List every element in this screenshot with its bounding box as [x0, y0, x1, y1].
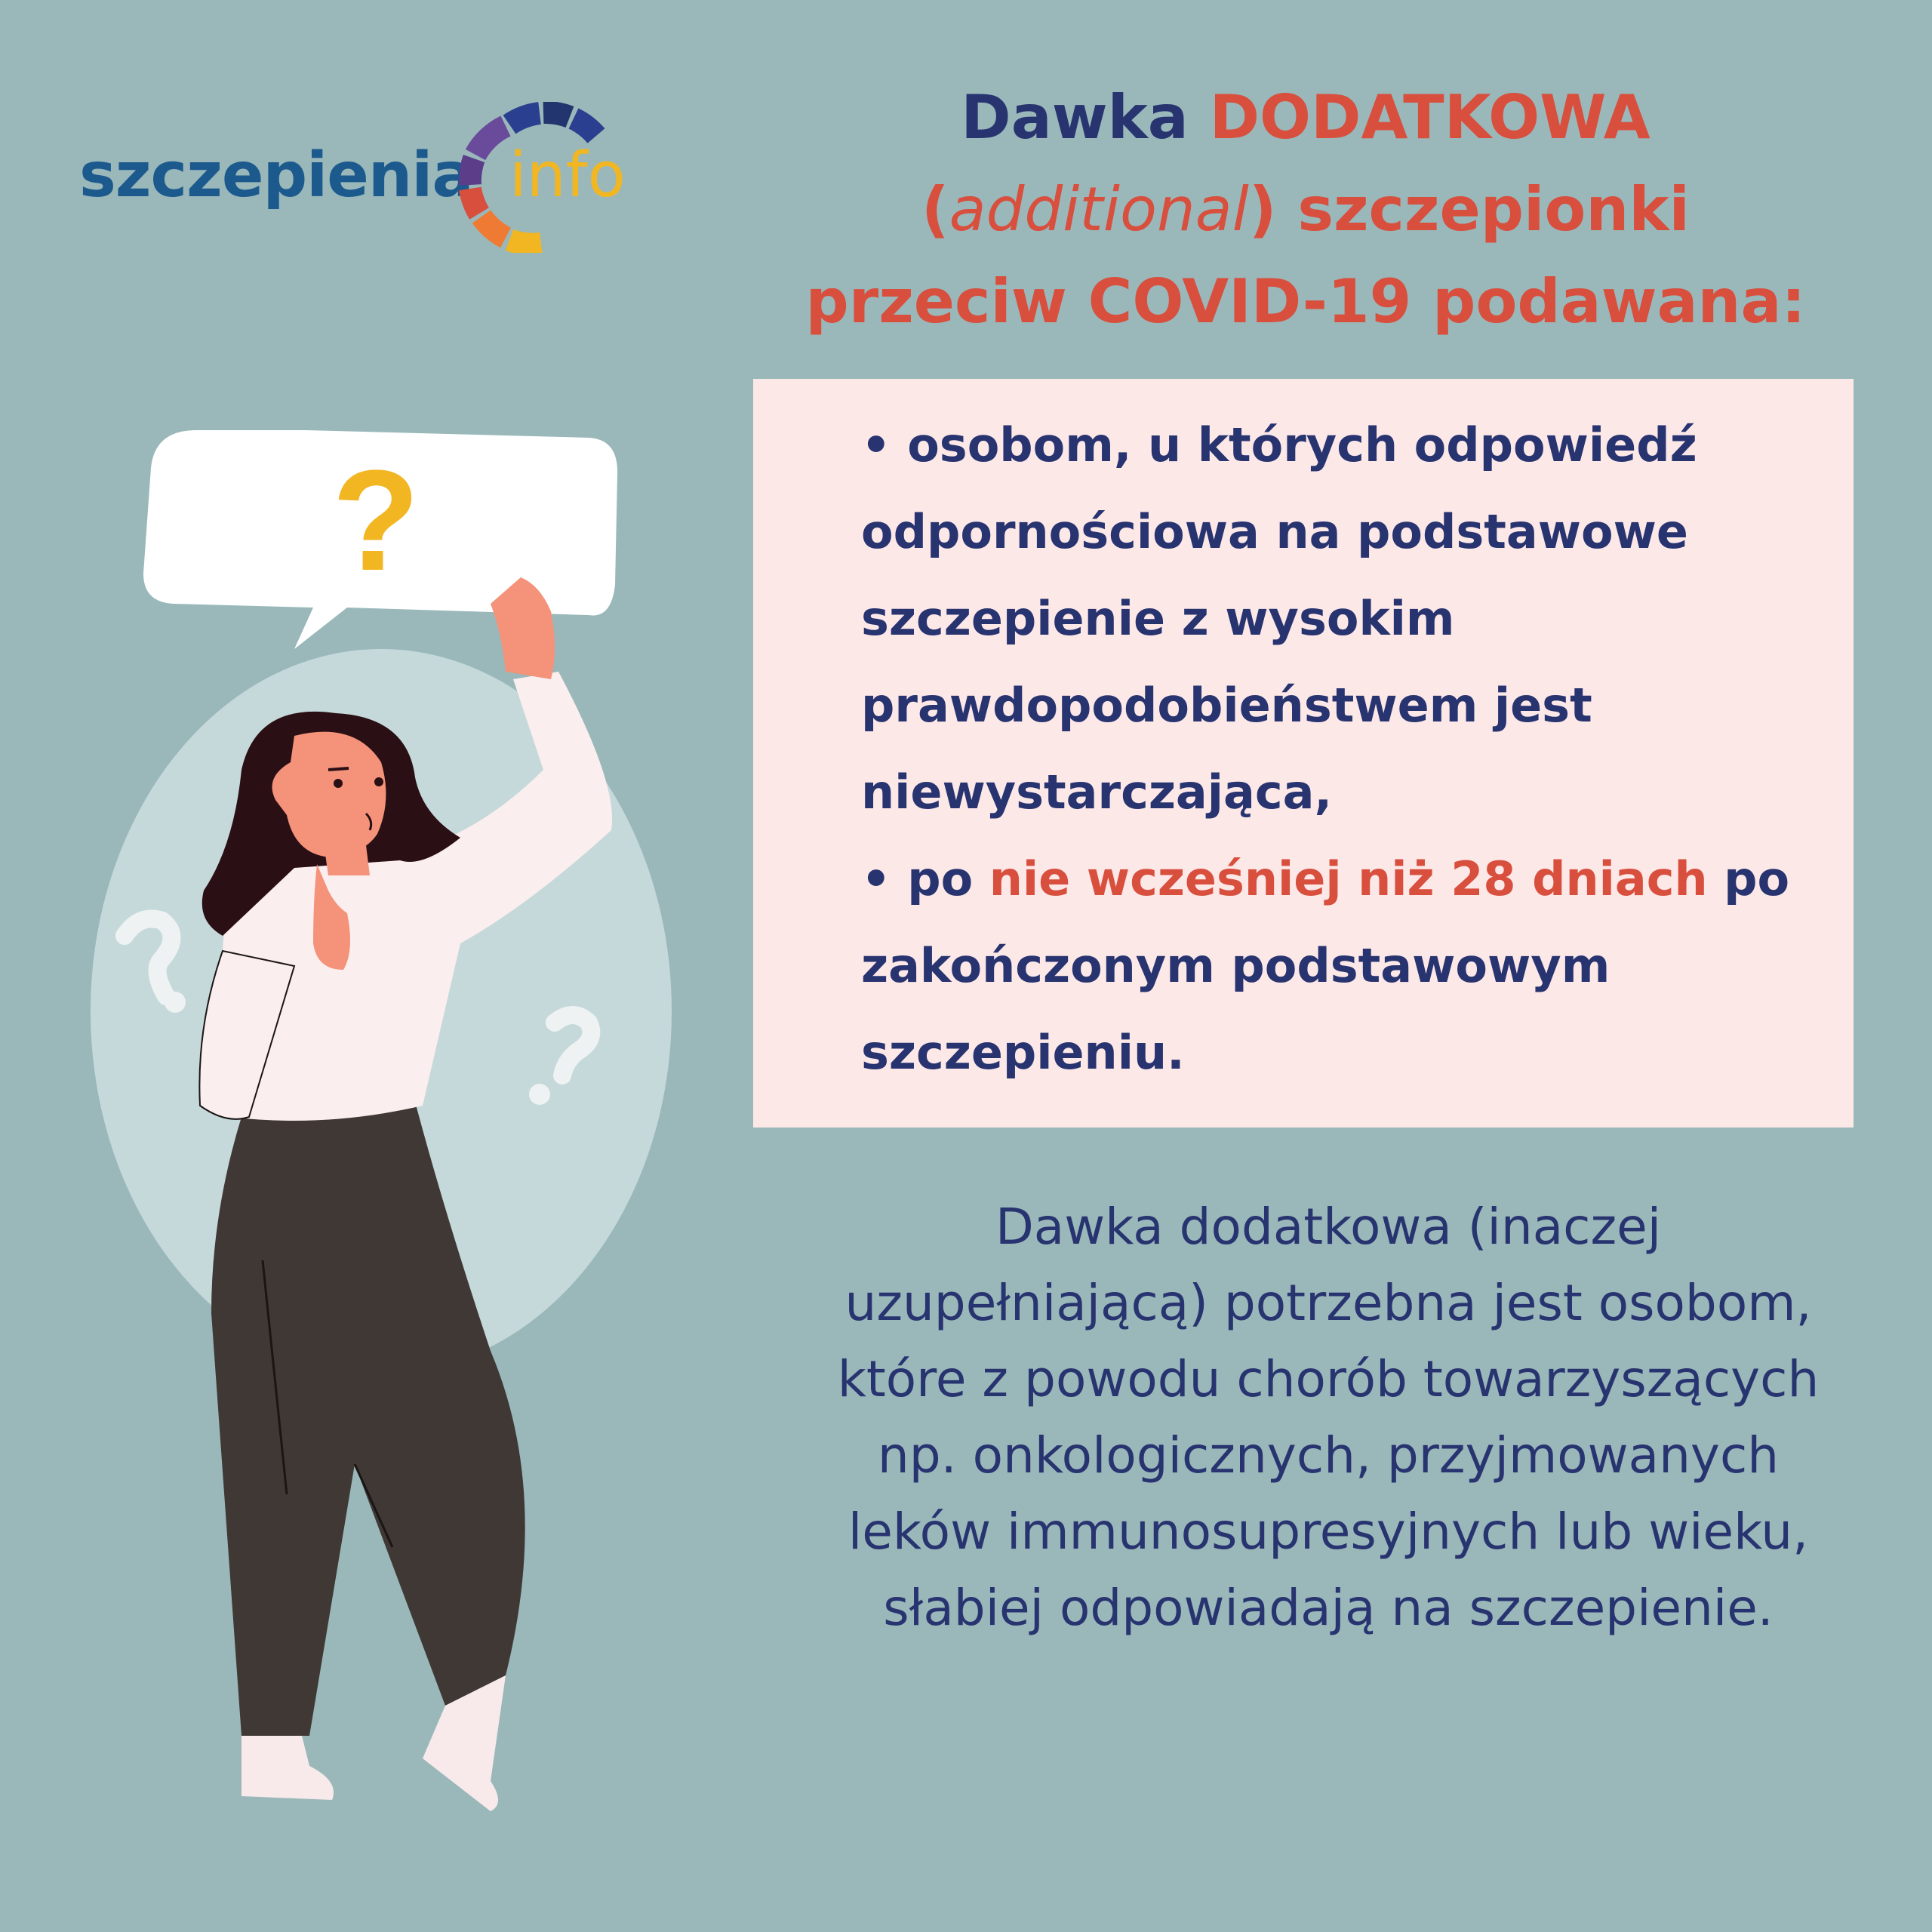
explanation-text: Dawka dodatkowa (inaczej uzupełniającą) potrzebna jest osobom, które z powodu chorób towarzyszących np. onkologicznych, przyjmowanych leków immunosupresyjnych lub wieku, słabiej odpowiadają na szczepienie. [837, 1198, 1820, 1637]
bullet-immune-response: • osobom, u których odpowiedź odpornościowa na podstawowe szczepienie z wysokim prawdopodobieństwem jest niewystarczająca, [861, 417, 1697, 820]
bullet-timing [861, 835, 1835, 1096]
bullet-timing-end: po zakończonym podstawowym szczepieniu. [861, 851, 1790, 1080]
headline [755, 72, 1857, 348]
headline-szczepionki: ) szczepionki [1248, 174, 1690, 245]
logo [79, 102, 638, 253]
info-panel [753, 379, 1854, 1128]
bullet-timing-highlight: nie wcześniej niż 28 dniach [989, 851, 1708, 906]
bullet-timing-start: • po [861, 851, 989, 906]
logo-suffix: info [509, 140, 626, 211]
logo-wordmark: szczepienia [79, 140, 473, 211]
headline-dodatkowa: DODATKOWA [1209, 82, 1651, 152]
neck [325, 845, 370, 875]
woman-with-question-illustration [68, 423, 717, 1826]
info-panel-text [861, 401, 1835, 1096]
headline-additional: additional [949, 174, 1249, 245]
bubble-question-mark: ? [331, 441, 420, 601]
headline-dawka: Dawka [961, 82, 1210, 152]
headline-line-2 [755, 164, 1857, 256]
headline-line-3: przeciw COVID-19 podawana: [805, 266, 1806, 337]
headline-line-1 [755, 72, 1857, 164]
shoe-left [242, 1736, 334, 1800]
headline-paren-open: ( [921, 174, 949, 245]
